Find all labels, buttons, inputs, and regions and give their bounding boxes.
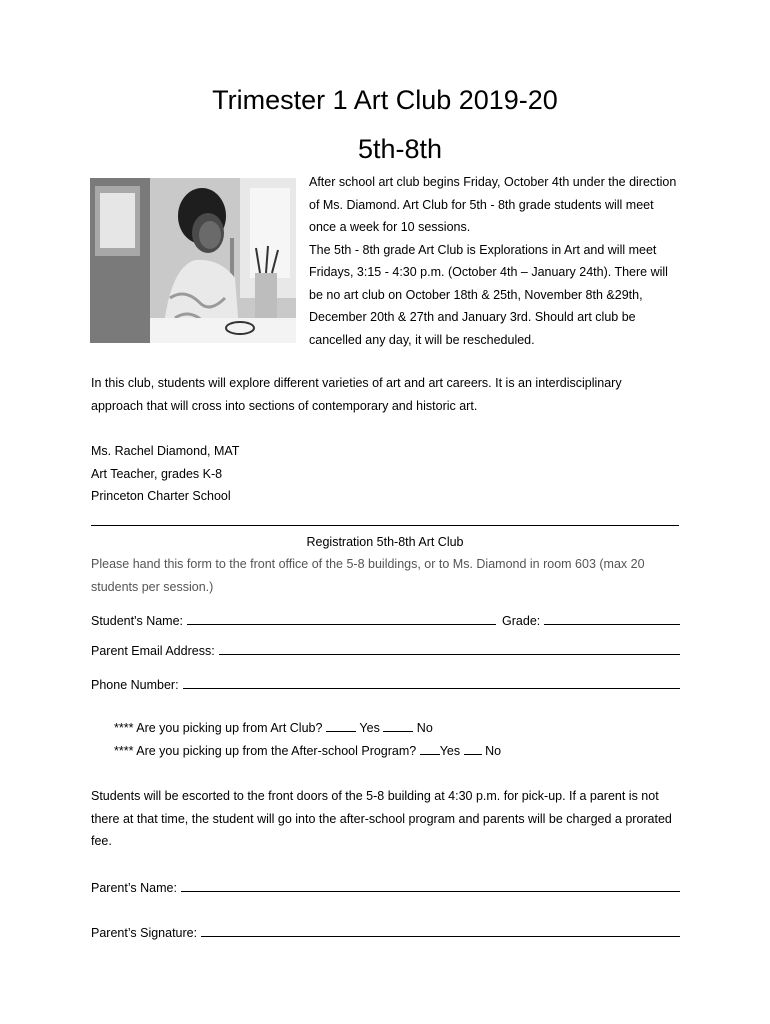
art-club-pickup-question: [114, 719, 433, 737]
no-answer-field[interactable]: [464, 742, 482, 755]
escort-line: fee.: [91, 834, 112, 848]
no-answer-field[interactable]: [383, 719, 413, 732]
club-line: approach that will cross into sections of contemporary and historic art.: [91, 398, 478, 413]
escort-line: Students will be escorted to the front doors of the 5-8 building at 4:30 p.m. for pick-up. If a parent is not: [91, 789, 659, 803]
teacher-school: Princeton Charter School: [91, 489, 231, 503]
grade-field[interactable]: [544, 624, 680, 625]
intro-line: of Ms. Diamond. Art Club for 5th - 8th grade students will meet: [309, 197, 654, 212]
page-subtitle: 5th-8th: [357, 134, 443, 164]
club-line: In this club, students will explore different varieties of art and art careers. It is an interdisciplinary: [91, 376, 622, 390]
intro-line: After school art club begins Friday, October 4th under the direction: [309, 175, 677, 189]
phone-label: Phone Number:: [91, 678, 179, 692]
parent-signature-field[interactable]: [201, 936, 680, 937]
yes-label: Yes: [439, 744, 461, 758]
intro-line: be no art club on October 18th & 25th, November 8th &29th,: [309, 287, 643, 302]
yes-label: Yes: [359, 721, 380, 735]
no-label: No: [485, 744, 502, 758]
parent-name-row: [91, 875, 680, 895]
parent-signature-label: Parent’s Signature:: [91, 926, 198, 940]
club-description: [91, 372, 681, 417]
teacher-role: Art Teacher, grades K-8: [91, 466, 223, 481]
phone-row: [91, 672, 680, 692]
student-name-row: [91, 608, 680, 628]
escort-policy: [91, 785, 686, 853]
escort-line: there at that time, the student will go into the after-school program and parents will be charged a prorated: [91, 811, 672, 826]
no-label: No: [416, 721, 433, 735]
intro-line: once a week for 10 sessions.: [309, 220, 471, 234]
registration-title: Registration 5th-8th Art Club: [306, 535, 464, 549]
teacher-name: Ms. Rachel Diamond, MAT: [91, 444, 240, 458]
registration-instruction: [91, 553, 681, 598]
section-divider: [91, 525, 679, 526]
instruction-line: Please hand this form to the front office of the 5-8 buildings, or to Ms. Diamond in room 603 (max 20: [91, 557, 645, 571]
parent-signature-row: [91, 920, 680, 940]
student-name-label: Student's Name:: [91, 614, 184, 628]
intro-line: December 20th & 27th and January 3rd. Should art club be: [309, 310, 636, 324]
parent-name-field[interactable]: [181, 891, 680, 892]
parent-email-row: [91, 638, 680, 658]
question-text: **** Are you picking up from Art Club?: [114, 721, 323, 735]
intro-line: The 5th - 8th grade Art Club is Explorations in Art and will meet: [309, 242, 657, 257]
question-text: **** Are you picking up from the After-school Program?: [114, 744, 417, 758]
yes-answer-field[interactable]: [420, 742, 440, 755]
art-teacher-photo: [90, 178, 296, 343]
parent-email-label: Parent Email Address:: [91, 644, 215, 658]
teacher-signature-block: [91, 440, 491, 508]
yes-answer-field[interactable]: [326, 719, 356, 732]
intro-line: Fridays, 3:15 - 4:30 p.m. (October 4th – January 24th). There will: [309, 265, 668, 279]
grade-label: Grade:: [502, 614, 541, 628]
phone-field[interactable]: [183, 688, 680, 689]
parent-email-field[interactable]: [219, 654, 680, 655]
intro-paragraph: [309, 171, 689, 351]
page-title: Trimester 1 Art Club 2019-20: [212, 85, 558, 115]
photo-illustration: [90, 178, 296, 343]
parent-name-label: Parent’s Name:: [91, 881, 177, 895]
student-name-field[interactable]: [187, 624, 496, 625]
intro-line: cancelled any day, it will be rescheduled.: [309, 332, 535, 347]
instruction-line: students per session.): [91, 579, 214, 594]
after-school-pickup-question: [114, 742, 501, 760]
